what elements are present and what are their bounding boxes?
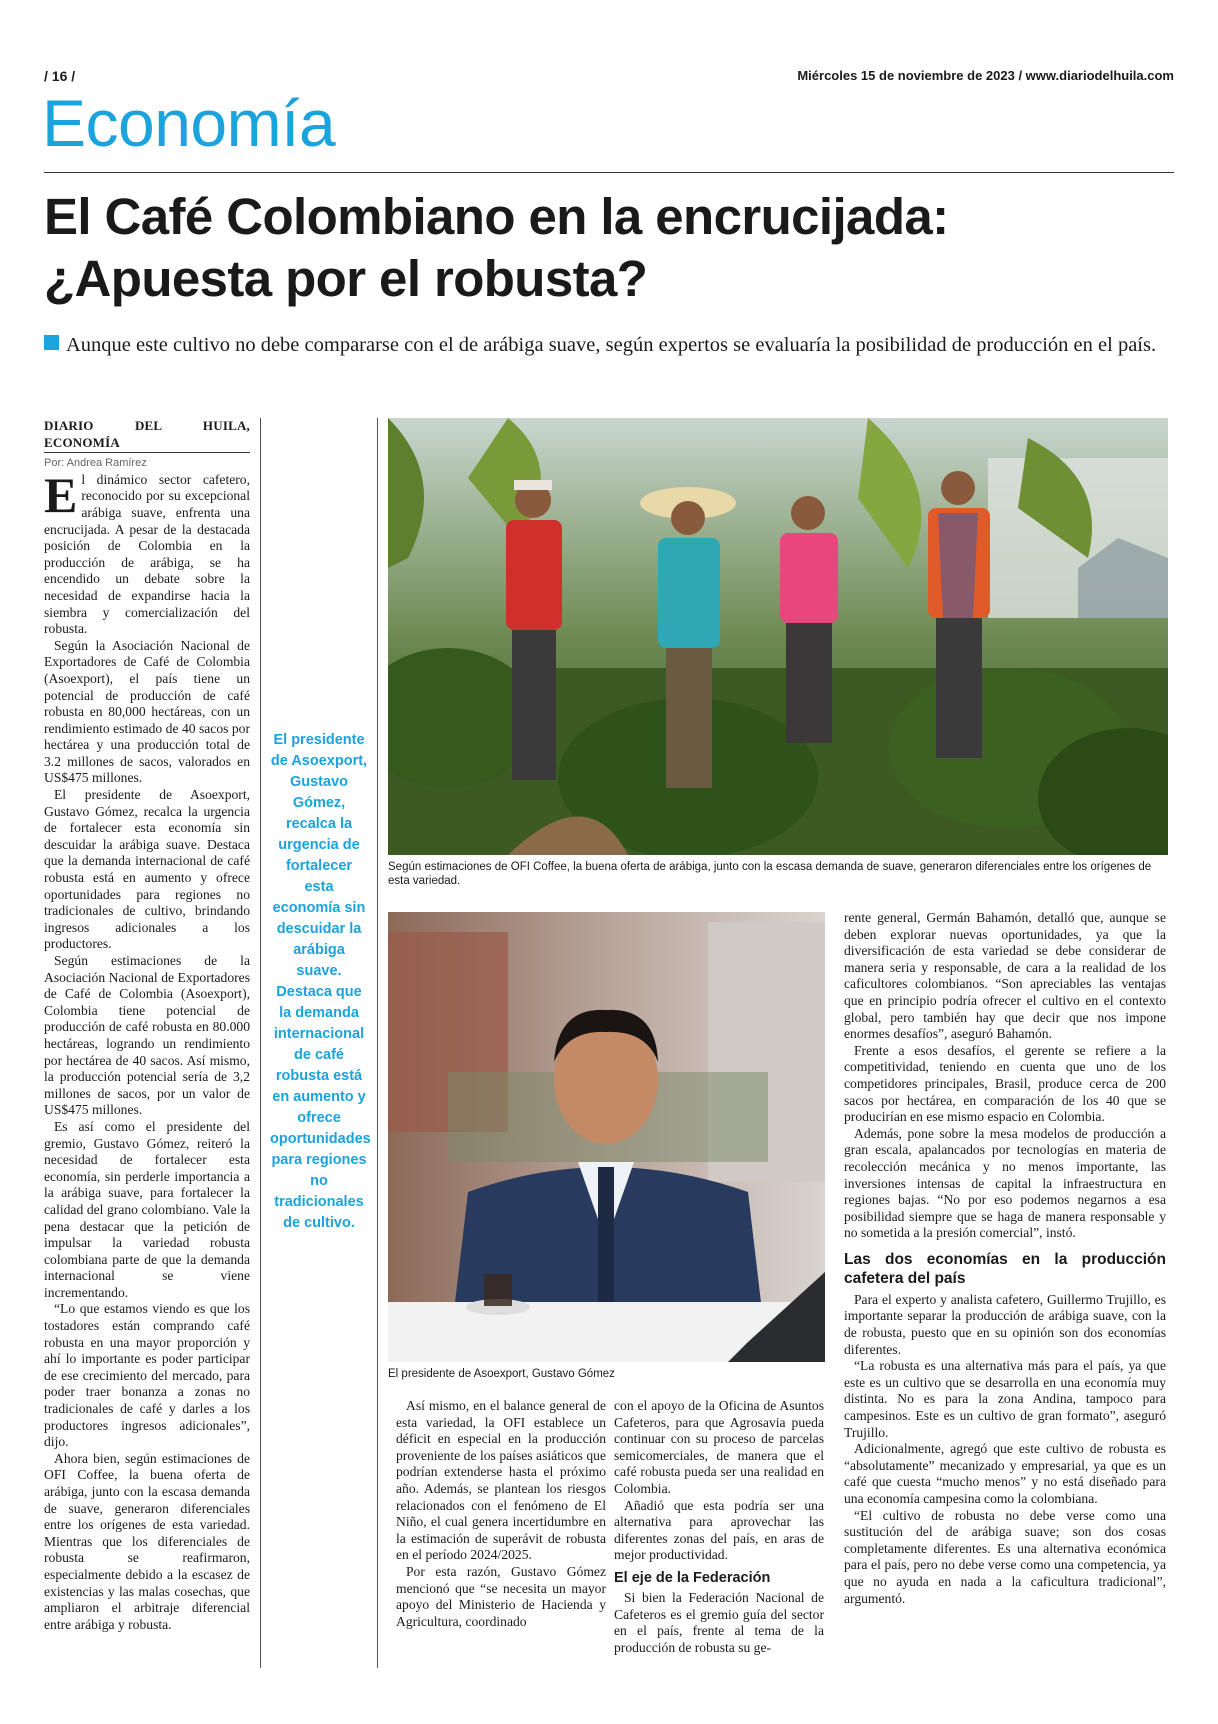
subheading: El eje de la Federación: [614, 1569, 771, 1586]
farmers-photo: [388, 418, 1168, 855]
byline-author: Por: Andrea Ramírez: [44, 457, 147, 470]
paragraph: Para el experto y analista cafetero, Guillermo Trujillo, es importante separar la producción de arábiga suave, con la de robusta, puesto que en su opinión son dos economías diferentes.: [844, 1291, 1166, 1357]
left-column: [44, 418, 250, 1633]
paragraph: Así mismo, en el balance general de esta variedad, la OFI establece un déficit en especial en la producción proveniente de los países asiáticos que podrían extenderse hasta el próximo año. Además, se plantean los riesgos relacionados con el fenómeno de El Niño, el cual genera incertidumbre en la estimación de superávit de robusta en el período 2024/2025.: [396, 1398, 606, 1563]
paragraph: “Lo que estamos viendo es que los tostadores están comprando café robusta en una mayor proporción y ahí lo importante es poder participar de ese crecimiento del mercado, para poder traer bonanza a zonas no tradicionales de café y darles a los productores ingresos adicionales”, dijo.: [44, 1301, 250, 1450]
header-rule: [44, 172, 1174, 173]
dateline[interactable]: Miércoles 15 de noviembre de 2023 / www.diariodelhuila.com: [797, 68, 1174, 83]
president-photo-caption: El presidente de Asoexport, Gustavo Gómez: [388, 1368, 615, 1380]
paragraph: Es así como el presidente del gremio, Gustavo Gómez, reiteró la necesidad de fortalecer esta economía, sin perderle importancia a la arábiga suave, para fortalecer la calidad del grano colombiano. Vale la pena destacar que la petición de impulsar la variedad robusta colombiana parte de que la demanda internacional se viene incrementando.: [44, 1118, 250, 1300]
paragraph: Frente a esos desafíos, el gerente se refiere a la competitividad, teniendo en cuenta que uno de los competidores principales, Brasil, produce cerca de 200 sacos por hectárea, en comparación de los 40 que se producirían en ese mismo espacio en Colombia.: [844, 1042, 1166, 1125]
column-rule: [260, 418, 261, 1668]
paragraph: “El cultivo de robusta no debe verse como una sustitución del de arábiga suave; son dos cosas completamente diferentes. Es una alternativa económica para el país, pero no debe verse como una competencia, ya que no ayuda en nada a la caficultura tradicional”, argumentó.: [844, 1507, 1166, 1606]
body-column-right: [844, 910, 1166, 1607]
deck: [44, 332, 1174, 358]
farmers-illustration: [388, 418, 1168, 855]
pull-quote: El presidente de Asoexport, Gustavo Gómez, recalca la urgencia de fortalecer esta economía sin descuidar la arábiga suave. Destaca que la demanda internacional de café robusta está en aumento y ofrece oportunidades para regiones no tradicionales de cultivo.: [270, 732, 371, 1231]
byline-source: DIARIO DEL HUILA, ECONOMÍA: [44, 418, 250, 453]
deck-text: Aunque este cultivo no debe compararse con el de arábiga suave, según expertos se evaluaría la posibilidad de producción en el país.: [66, 334, 1157, 356]
paragraph: Ahora bien, según estimaciones de OFI Coffee, la buena oferta de arábiga, junto con la escasa demanda de suave, generaron diferenciales entre los orígenes de esta variedad. Mientras que los diferenciales de robusta se reafirmaron, especialmente debido a la escasez de existencias y las malas cosechas, que ampliaron el arbitraje diferencial entre arábiga y robusta.: [44, 1450, 250, 1632]
paragraph: con el apoyo de la Oficina de Asuntos Cafeteros, para que Agrosavia pueda continuar con su proceso de parcelas semicomerciales, de manera que el café robusta pueda ser una realidad en Colombia.: [614, 1398, 824, 1496]
paragraph: Además, pone sobre la mesa modelos de producción a gran escala, apalancados por tecnologías en materia de recolección mecánica y no menos importante, las inversiones intensas de capital la infraestructura en regiones bajas. “No por eso podemos negarnos a esa posibilidad siempre que se haga de manera responsable y no sometida a la presión comercial”, instó.: [844, 1125, 1166, 1241]
paragraph: Adicionalmente, agregó que este cultivo de robusta es “absolutamente” mecanizado y empresarial, ya que es un café que cuesta “mucho menos” y no está diseñado para una economía campesina como la colombiana.: [844, 1441, 1166, 1506]
paragraph: El presidente de Asoexport, Gustavo Gómez, recalca la urgencia de fortalecer esta economía sin descuidar la arábiga suave. Destaca que la demanda internacional de café robusta está en aumento y ofrece oportunidades para regiones no tradicionales de cultivo, brindando ingresos adicionales a los productores.: [44, 787, 250, 952]
body-column-4: [614, 1398, 824, 1656]
deck-bullet-icon: [44, 335, 59, 350]
page-number: / 16 /: [44, 68, 76, 84]
body-column-3: [396, 1398, 606, 1630]
president-photo: [388, 912, 825, 1362]
paragraph: [44, 466, 250, 638]
paragraph-text: l dinámico sector cafetero, reconocido por su excepcional arábiga suave, enfrenta una encrucijada. A pesar de la destacada posición de Colombia en la producción de arábiga, se ha encendido un debate sobre la necesidad de expandirse hacia la siembra y comercialización del robusta.: [44, 471, 250, 637]
headline: El Café Colombiano en la encrucijada: ¿Apuesta por el robusta?: [44, 188, 949, 307]
paragraph: rente general, Germán Bahamón, detalló que, aunque se deben explorar nuevas oportunidades, ya que la diversificación de esta variedad se debe considerar de manera seria y responsable, de cara a la realidad de los caficultores colombianos. “Son apreciables las ventajas que en principio podría ofrecer el cultivo en el contexto global, pero también hay que decir que nos impone enormes desafíos”, aseguró Bahamón.: [844, 910, 1166, 1042]
paragraph: Según la Asociación Nacional de Exportadores de Café de Colombia (Asoexport), el país tiene un potencial de producción de café robusta en 80,000 hectáreas, con un rendimiento estimado de 40 sacos por hectárea y una producción total de 3.2 millones de sacos, valorados en US$475 millones.: [44, 637, 250, 786]
drop-cap: E: [44, 466, 78, 523]
paragraph: Por esta razón, Gustavo Gómez mencionó que “se necesita un mayor apoyo del Ministerio de Hacienda y Agricultura, coordinado: [396, 1563, 606, 1629]
column-rule: [377, 418, 378, 1668]
farmers-photo-caption: Según estimaciones de OFI Coffee, la buena oferta de arábiga, junto con la escasa demanda de suave, generaron diferenciales entre los orígenes de esta variedad.: [388, 861, 1152, 887]
paragraph: “La robusta es una alternativa más para el país, ya que este es un cultivo que se desarrolla en una economía muy distinta. No es para la zona Andina, tampoco para campesinos. Este es un cultivo de gran formato”, aseguró Trujillo.: [844, 1358, 1166, 1440]
section-title: Economía: [42, 86, 336, 160]
paragraph: Añadió que esta podría ser una alternativa para aprovechar las diferentes zonas del país, en aras de mejor productividad.: [614, 1497, 824, 1563]
president-illustration: [388, 912, 825, 1362]
paragraph: Según estimaciones de la Asociación Nacional de Exportadores de Café de Colombia (Asoexport), Colombia tiene potencial de producción de café robusta en 80.000 hectáreas, logrando un rendimiento por hectárea de 40 sacos. Así mismo, la producción potencial sería de 3,2 millones de sacos, por un valor de US$475 millones.: [44, 953, 250, 1118]
paragraph: Si bien la Federación Nacional de Cafeteros es el gremio guía del sector en el país, frente al tema de la producción de robusta su ge-: [614, 1589, 824, 1655]
subheading: Las dos economías en la producción cafetera del país: [844, 1250, 1166, 1287]
